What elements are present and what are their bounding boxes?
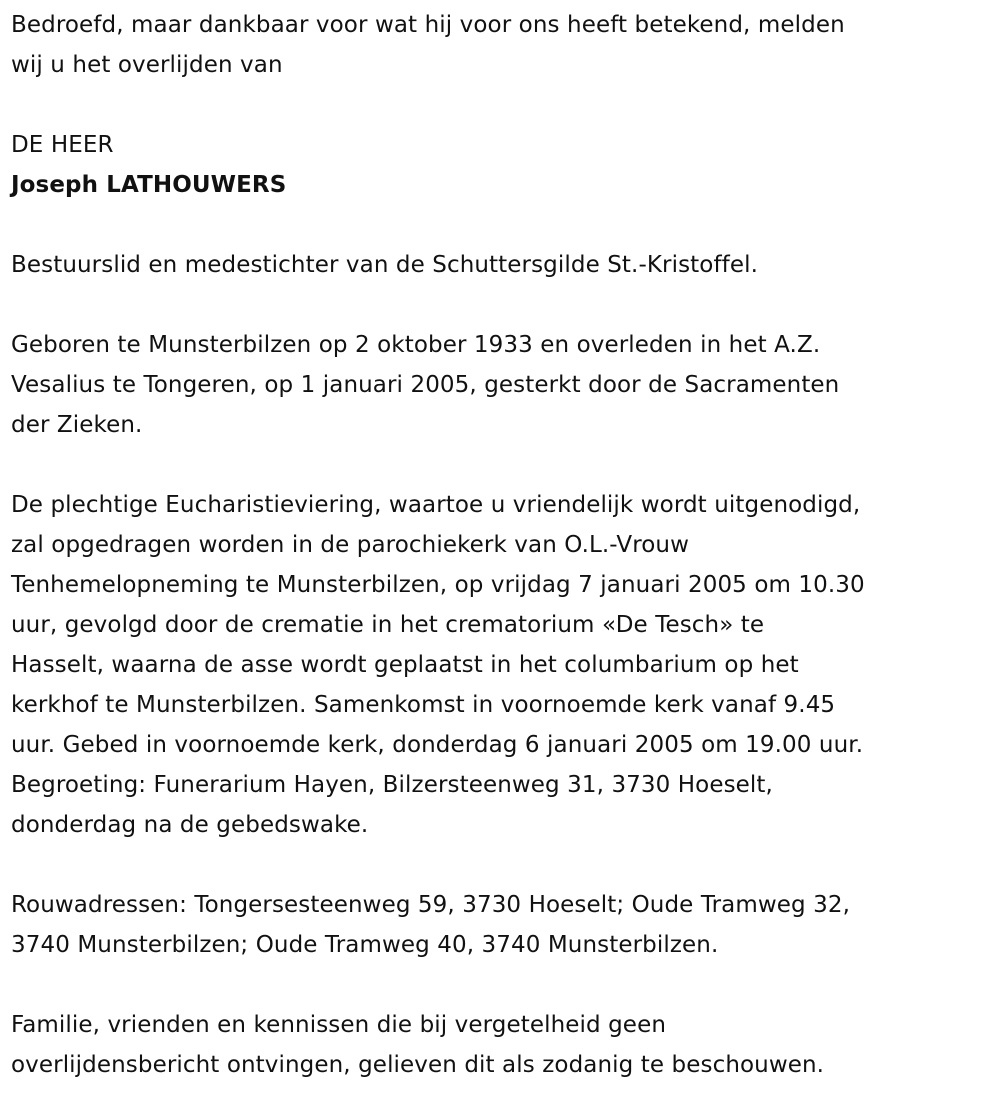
deceased-name: Joseph LATHOUWERS [11, 172, 287, 198]
role-paragraph: Bestuurslid en medestichter van de Schuttersgilde St.-Kristoffel. [11, 252, 759, 278]
honorific-title: DE HEER [11, 132, 114, 158]
spacer [11, 445, 996, 485]
closing-paragraph: Familie, vrienden en kennissen die bij vergetelheid geen overlijdensbericht ontvingen, gelieven dit als zodanig te beschouwen. [11, 1012, 825, 1078]
spacer [11, 965, 996, 1005]
ceremony-paragraph: De plechtige Eucharistieviering, waartoe u vriendelijk wordt uitgenodigd, zal opgedragen worden in de parochiekerk van O.L.-Vrouw Tenhemelopneming te Munsterbilzen, op vrijdag 7 januari 2005 om 10.30 uur, gevolgd door de crematie in het crematorium «De Tesch» te Hasselt, waarna de asse wordt geplaatst in het columbarium op het kerkhof te Munsterbilzen. Samenkomst in voornoemde kerk vanaf 9.45 uur. Gebed in voornoemde kerk, donderdag 6 januari 2005 om 19.00 uur. Begroeting: Funerarium Hayen, Bilzersteenweg 31, 3730 Hoeselt, donderdag na de gebedswake. [11, 492, 865, 838]
birth-death-paragraph: Geboren te Munsterbilzen op 2 oktober 1933 en overleden in het A.Z. Vesalius te Tongeren, op 1 januari 2005, gesterkt door de Sacramenten der Zieken. [11, 332, 840, 438]
intro-paragraph: Bedroefd, maar dankbaar voor wat hij voor ons heeft betekend, melden wij u het overlijden van [11, 12, 845, 78]
spacer [11, 205, 996, 245]
addresses-paragraph: Rouwadressen: Tongersesteenweg 59, 3730 Hoeselt; Oude Tramweg 32, 3740 Munsterbilzen; Oude Tramweg 40, 3740 Munsterbilzen. [11, 892, 851, 958]
spacer [11, 85, 996, 125]
spacer [11, 845, 996, 885]
spacer [11, 285, 996, 325]
death-notice [11, 5, 996, 1085]
